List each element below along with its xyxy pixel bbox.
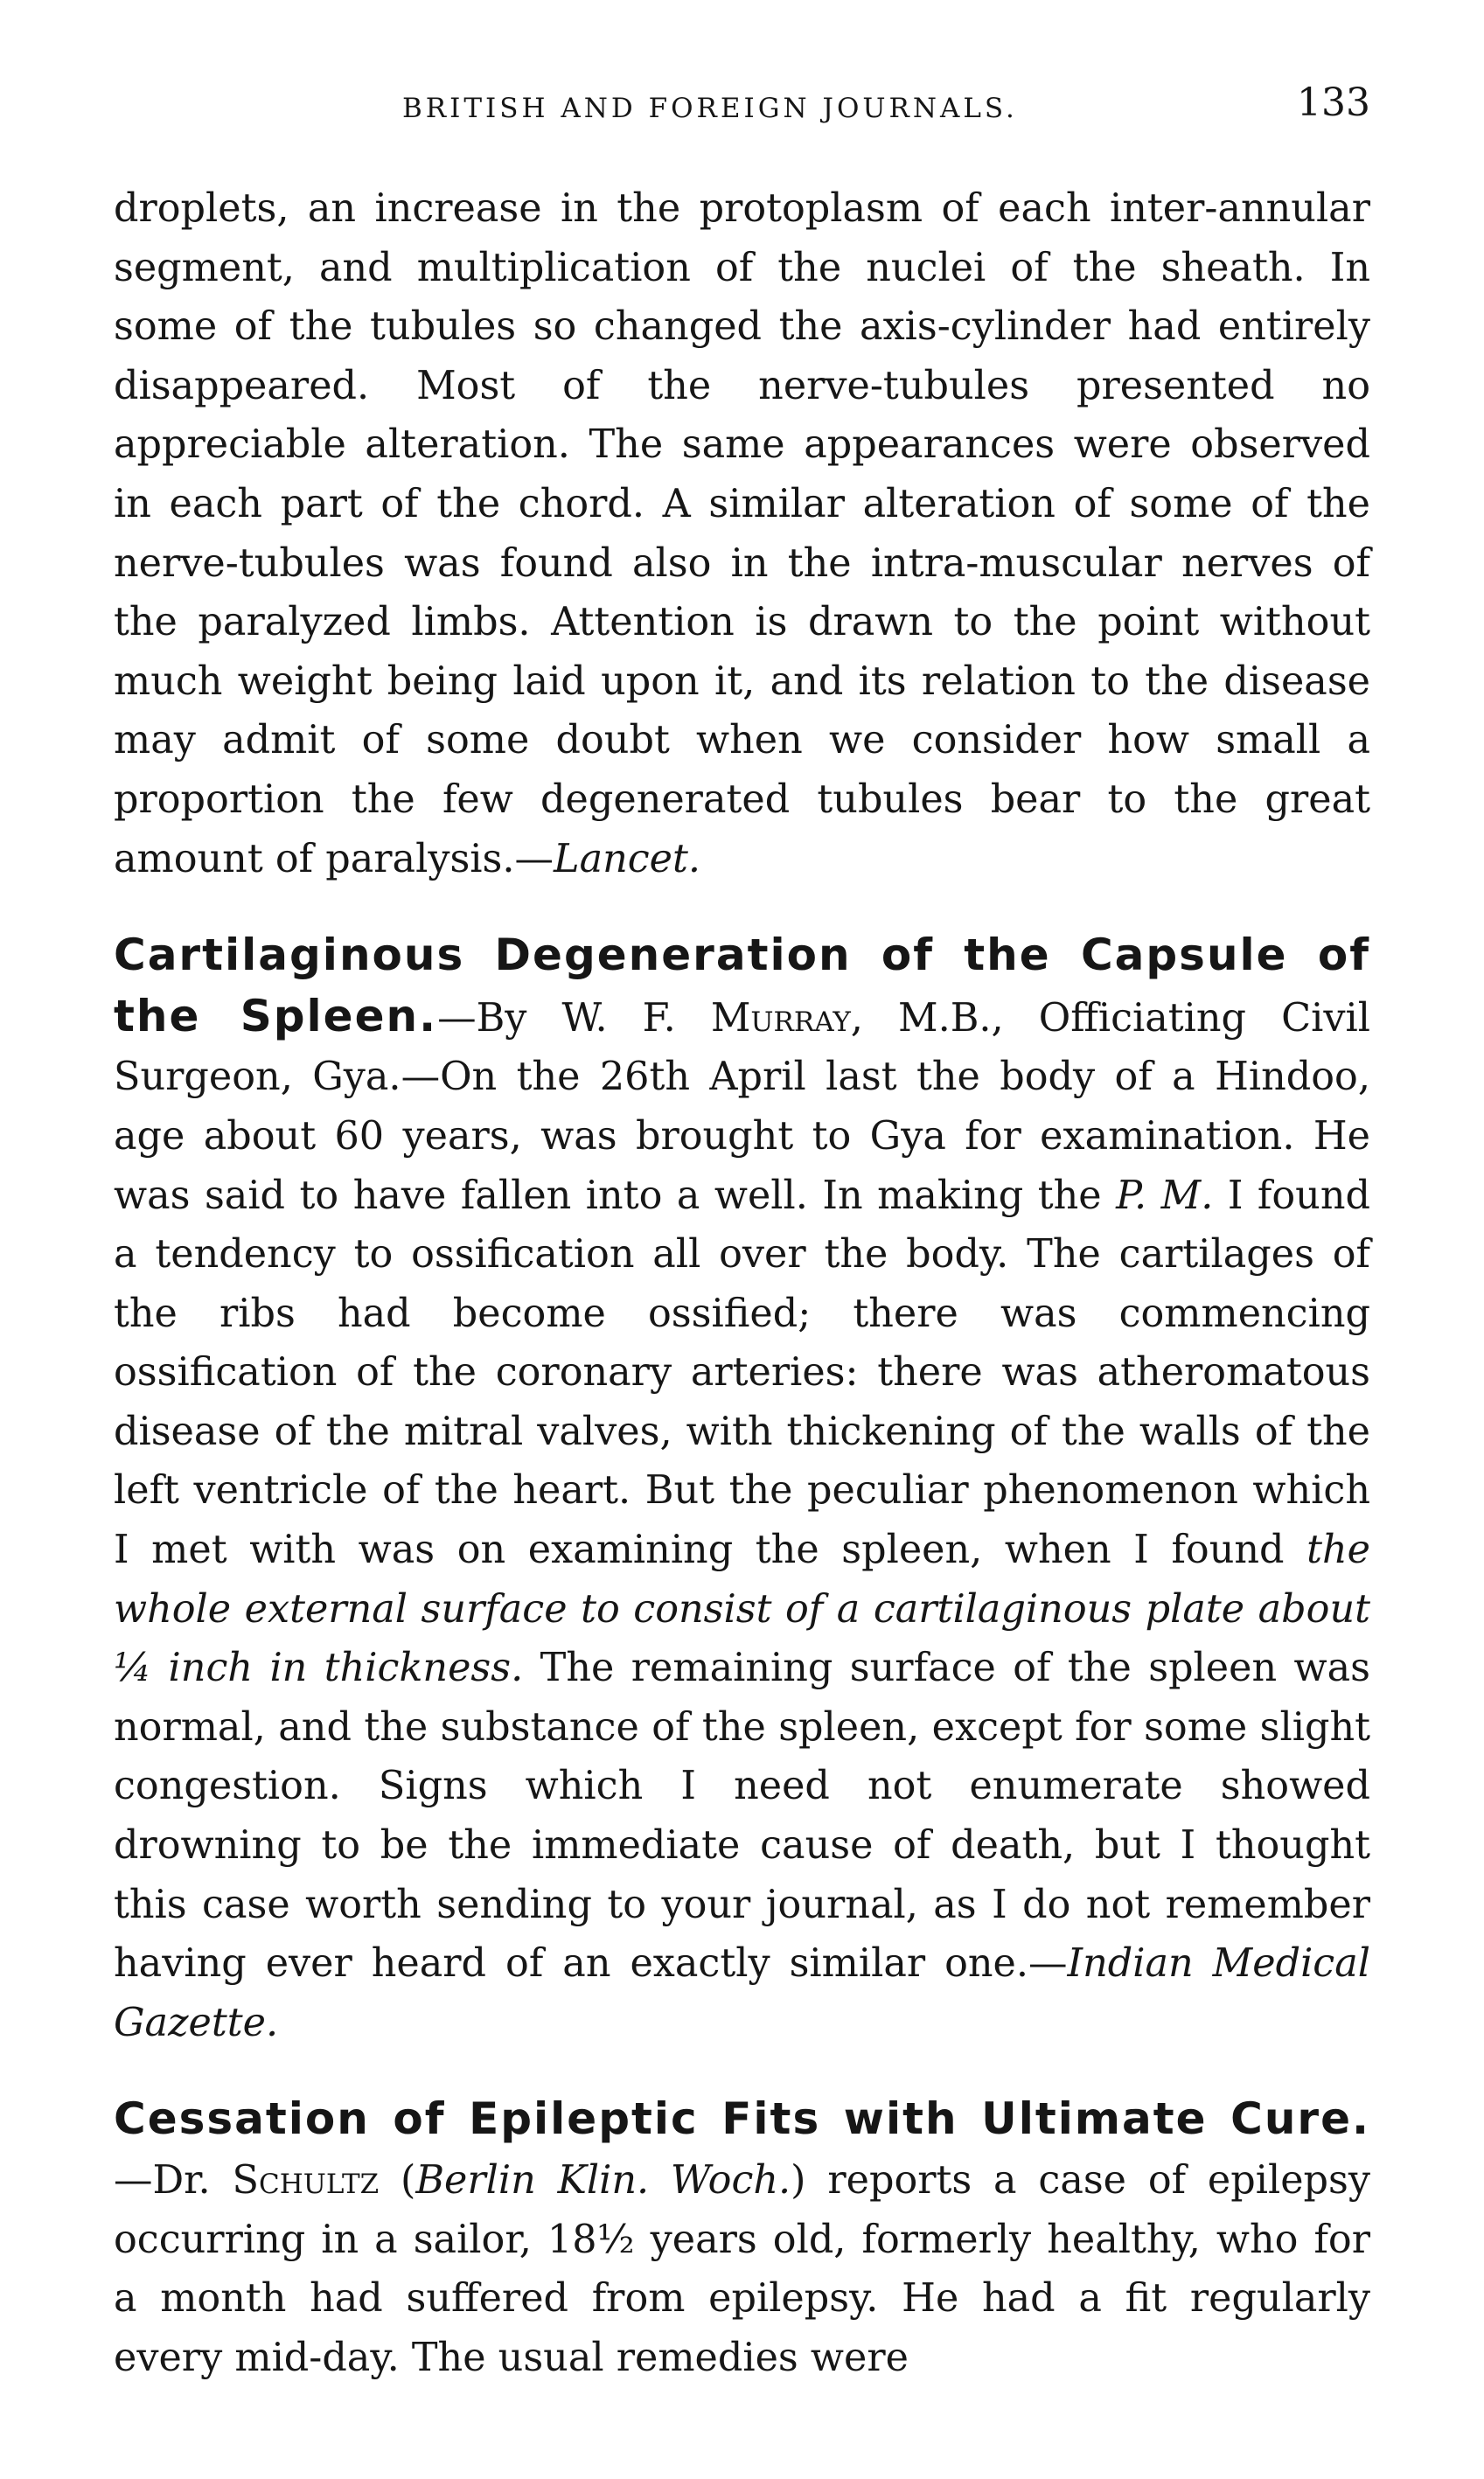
byline-suffix: , M.B., Officiating Civil Surgeon, Gya.: [114, 995, 1370, 1100]
byline-prefix: —Dr.: [114, 2158, 233, 2203]
page-number: 133: [1297, 80, 1370, 125]
body-text: [114, 179, 1370, 2387]
author-name: Murray: [710, 995, 851, 1041]
article-heading: Cartilaginous Degeneration of the Capsule of the Spleen.: [114, 930, 1370, 1041]
running-head: BRITISH AND FOREIGN JOURNALS.: [402, 93, 1018, 124]
page-header: [114, 80, 1370, 133]
emphasized-finding: the whole external surface to consist of a cartilaginous plate about ¼ inch in thickness.: [114, 1528, 1370, 1691]
article-spleen: [114, 926, 1370, 2052]
paragraph-text: droplets, an increase in the protoplasm of each inter-annular segment, and multiplication of the nuclei of the sheath. In some of the tubules so changed the axis-cylinder had entirely disappeared. Most of the nerve-tubules presented no appreciable alteration. The same appearances were observed in each part of the chord. A similar alteration of some of the nerve-tubules was found also in the intra-muscular nerves of the paralyzed limbs. Attention is drawn to the point without much weight being laid upon it, and its relation to the disease may admit of some doubt when we consider how small a proportion the few degenerated tubules bear to the great amount of paralysis.—: [114, 186, 1370, 881]
paragraph-text: reports a case of epilepsy occurring in a sailor, 18½ years old, formerly healthy, who for a month had suffered from epilepsy. He had a fit regularly every mid-day. The usual remedies were: [114, 2158, 1370, 2380]
source-citation: Indian Medical Gazette.: [114, 1941, 1370, 2045]
article-epilepsy: [114, 2090, 1370, 2387]
source-open: (: [379, 2158, 416, 2203]
paragraph-text: I found a tendency to ossification all over the body. The cartilages of the ribs had become ossified; there was commencing ossification of the coronary arteries: there was atheromatous disease of the mitral valves, with thickening of the walls of the left ventricle of the heart. But the peculiar phenomenon which I met with was on examining the spleen, when I found: [114, 1173, 1370, 1573]
byline-prefix: —By W. F.: [437, 995, 711, 1041]
source-citation: Berlin Klin. Woch.: [415, 2158, 791, 2203]
pm-abbreviation: P. M.: [1116, 1173, 1214, 1218]
continued-paragraph: [114, 179, 1370, 888]
article-heading: Cessation of Epileptic Fits with Ultimate Cure.: [114, 2093, 1370, 2145]
paragraph-text: The remaining surface of the spleen was normal, and the substance of the spleen, except for some slight congestion. Signs which I need not enumerate showed drowning to be the immediate cause of death, but I thought this case worth sending to your journal, as I do not remember having ever heard of an exactly similar one.—: [114, 1646, 1370, 1987]
source-citation: Lancet.: [554, 836, 701, 881]
author-name: Schultz: [232, 2158, 380, 2203]
source-close: ): [791, 2158, 806, 2203]
paragraph-text: —On the 26th April last the body of a Hindoo, age about 60 years, was brought to Gya for examination. He was said to have fallen into a well. In making the: [114, 1055, 1370, 1218]
